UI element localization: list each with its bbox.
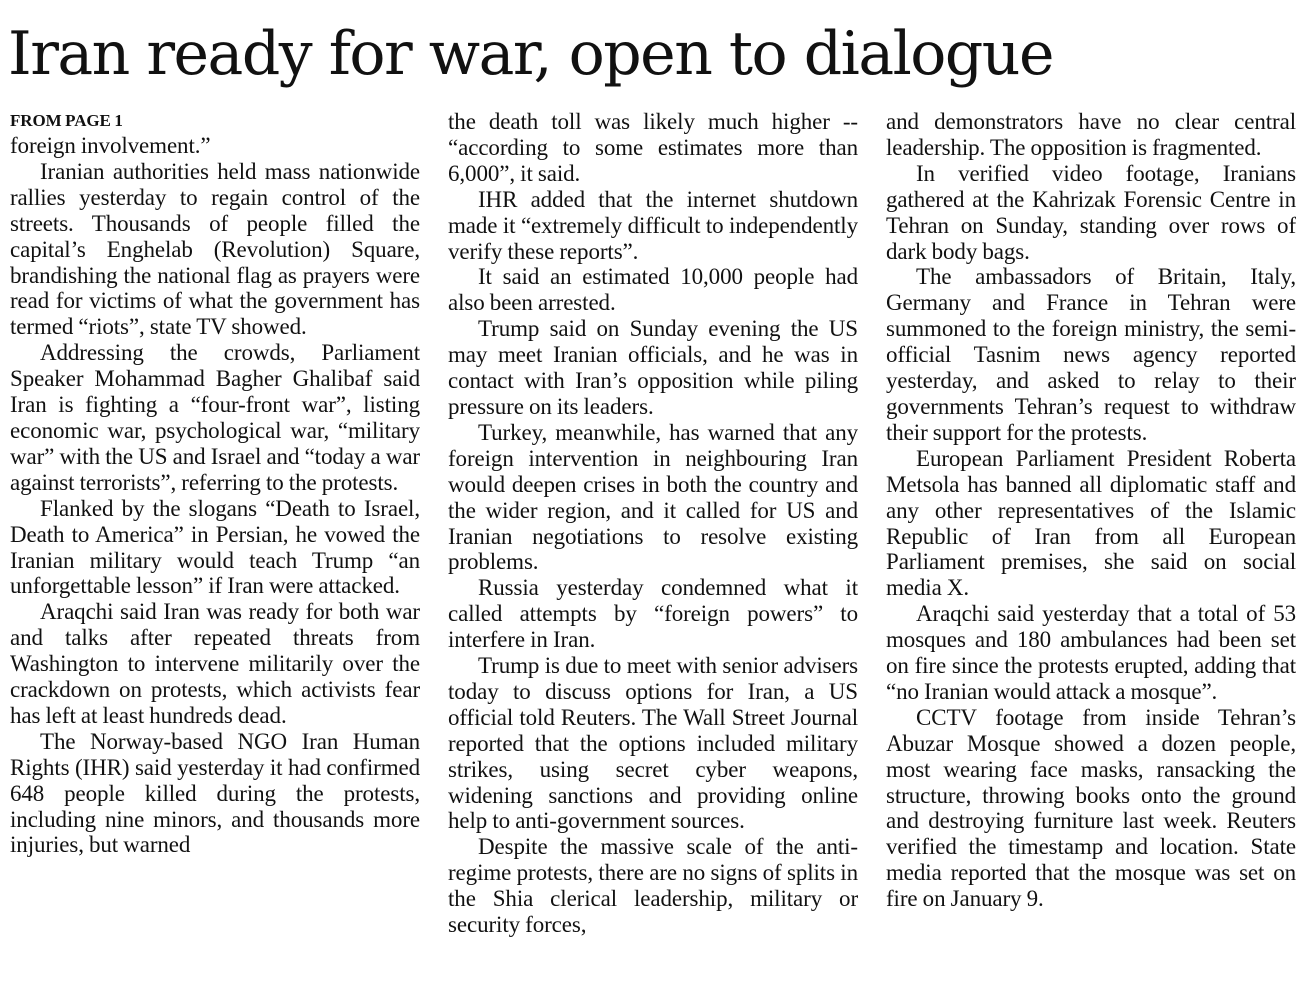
paragraph: Araqchi said Iran was ready for both war and talks after repeated threats from Washington to intervene militarily over the crackdown on protests, which activists fear has left at least hundreds dead. bbox=[10, 599, 420, 728]
paragraph: foreign involvement.” bbox=[10, 133, 211, 158]
paragraph: Trump is due to meet with senior advisers today to discuss options for Iran, a US official told Reuters. The Wall Street Journal reported that the options included military strikes, using secret cyber weapons, widening sanctions and providing online help to anti-government sources. bbox=[448, 653, 858, 834]
article-column-2 bbox=[448, 109, 858, 971]
paragraph: Turkey, meanwhile, has warned that any foreign intervention in neighbouring Iran would deepen crises in both the country and the wider region, and it called for US and Iranian negotiations to resolve existing problems. bbox=[448, 419, 858, 575]
paragraph: and demonstrators have no clear central leadership. The opposition is fragmented. bbox=[886, 109, 1296, 160]
paragraph: The ambassadors of Britain, Italy, Germany and France in Tehran were summoned to the foreign ministry, the semi-official Tasnim news agency reported yesterday, and asked to relay to their governments Tehran’s request to withdraw their support for the protests. bbox=[886, 264, 1296, 445]
paragraph: In verified video footage, Iranians gathered at the Kahrizak Forensic Centre in Tehran on Sunday, standing over rows of dark body bags. bbox=[886, 160, 1296, 264]
paragraph: the death toll was likely much higher -- “according to some estimates more than 6,000”, it said. bbox=[448, 109, 858, 186]
paragraph: Iranian authorities held mass nationwide rallies yesterday to regain control of the streets. Thousands of people filled the capital’s Enghelab (Revolution) Square, brandishing the national flag as prayers were read for victims of what the government has termed “riots”, state TV showed. bbox=[10, 158, 420, 340]
paragraph: Despite the massive scale of the anti-regime protests, there are no signs of splits in the Shia clerical leadership, military or security forces, bbox=[448, 834, 858, 938]
paragraph: The Norway-based NGO Iran Human Rights (IHR) said yesterday it had confirmed 648 people killed during the protests, including nine minors, and thousands more injuries, but warned bbox=[10, 728, 420, 858]
paragraph: Araqchi said yesterday that a total of 53 mosques and 180 ambulances had been set on fire since the protests erupted, adding that “no Iranian would attack a mosque”. bbox=[886, 601, 1296, 704]
paragraph: Flanked by the slogans “Death to Israel, Death to America” in Persian, he vowed the Iranian military would teach Trump “an unforgettable lesson” if Iran were attacked. bbox=[10, 495, 420, 599]
paragraph: IHR added that the internet shutdown made it “extremely difficult to independently verify these reports”. bbox=[448, 186, 858, 264]
article-column-3 bbox=[886, 109, 1296, 971]
paragraph: Russia yesterday condemned what it called attempts by “foreign powers” to interfere in Iran. bbox=[448, 575, 858, 653]
paragraph: It said an estimated 10,000 people had also been arrested. bbox=[448, 264, 858, 316]
headline: Iran ready for war, open to dialogue bbox=[8, 19, 1053, 89]
paragraph: CCTV footage from inside Tehran’s Abuzar Mosque showed a dozen people, most wearing face masks, ransacking the structure, throwing books onto the ground and destroying furniture last week. Reuters verified the timestamp and location. State media reported that the mosque was set on fire on January 9. bbox=[886, 704, 1296, 912]
paragraph: Trump said on Sunday evening the US may meet Iranian officials, and he was in contact with Iran’s opposition while piling pressure on its leaders. bbox=[448, 316, 858, 419]
kicker-label: FROM PAGE 1 bbox=[10, 111, 123, 130]
paragraph: European Parliament President Roberta Metsola has banned all diplomatic staff and any other representatives of the Islamic Republic of Iran from all European Parliament premises, she said on social media X. bbox=[886, 445, 1296, 601]
paragraph: Addressing the crowds, Parliament Speaker Mohammad Bagher Ghalibaf said Iran is fighting a “four-front war”, listing economic war, psychological war, “military war” with the US and Israel and “today a war against terrorists”, referring to the protests. bbox=[10, 340, 420, 495]
article-column-1 bbox=[10, 109, 420, 971]
